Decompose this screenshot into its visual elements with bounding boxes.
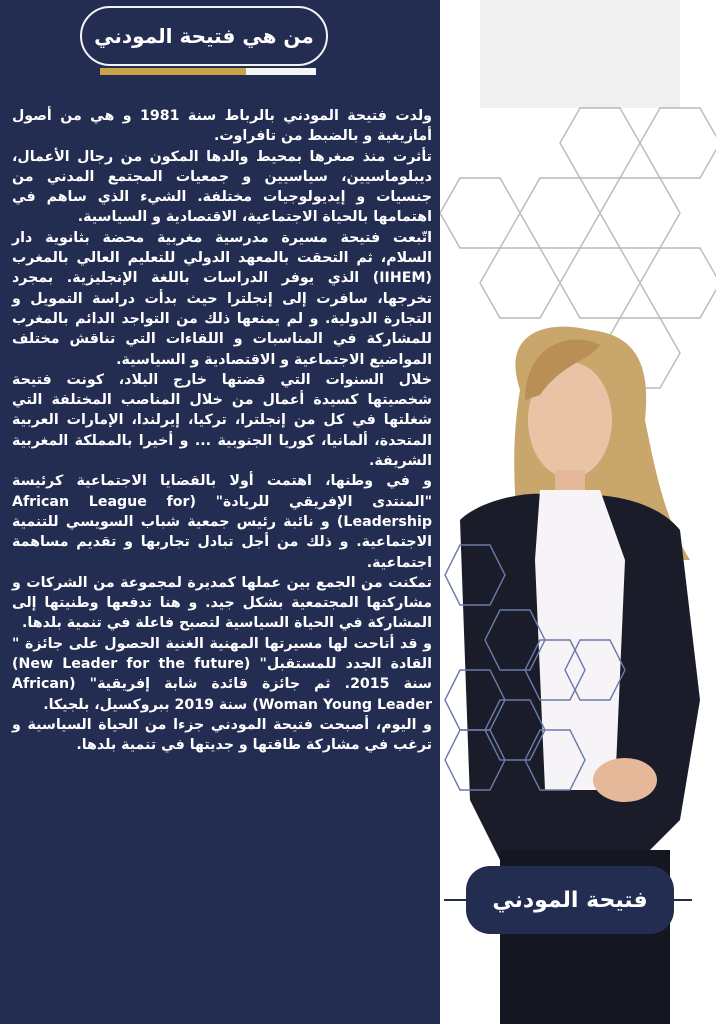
bio-paragraph-8: و اليوم، أصبحت فتيحة المودني جزءا من الحياة السياسية و ترغب في مشاركة طاقتها و جديتها في تنمية بلدها. (12, 716, 432, 754)
biography-text (12, 106, 432, 756)
bio-paragraph-5: و في وطنها، اهتمت أولا بالقضايا الاجتماعية كرئيسة "المنتدى الإفريقي للريادة" (African League for Leadership) و نائبة رئيس جمعية شباب السويسي للتنمية الاجتماعية. و ذلك من أجل تبادل تجاربها و تقديم مساهمة اجتماعية. (12, 473, 432, 571)
name-banner-line-left (444, 899, 468, 901)
bio-paragraph-4: خلال السنوات التي قضتها خارج البلاد، كونت فتيحة شخصيتها كسيدة أعمال من خلال المناصب المختلفة التي شغلتها في كل من إنجلترا، تركيا، إيرلندا، الإمارات العربية المتحدة، ألمانيا، كوريا الجنوبية ... و أخيرا بالمملكة المغربية الشريفة. (12, 371, 432, 470)
bio-paragraph-6: تمكنت من الجمع بين عملها كمديرة لمجموعة من الشركات و مشاركتها المجتمعية بشكل جيد. و هنا تدفعها وطنيتها إلى المشاركة في الحياة السياسية لتصبح فاعلة في تنمية بلدها. (12, 574, 432, 632)
name-banner (466, 866, 674, 934)
title-underline-white (246, 68, 316, 75)
bio-paragraph-3: اتّبعت فتيحة مسيرة مدرسية مغربية محضة بثانوية دار السلام، ثم التحقت بالمعهد الدولي للتعليم العالي بالمغرب (IIHEM) الذي يوفر الدراسات باللغة الإنجليزية. بمجرد تخرجها، سافرت إلى إنجلترا حيث بدأت دراسة التمويل و التجارة الدولية. و لم يمنعها ذلك من التواجد الدائم بالمغرب للمشاركة في المناسبات و اللقاءات التي تناقش مختلف المواضيع الاجتماعية و الاقتصادية و السياسية. (12, 229, 432, 368)
person-name: فتيحة المودني (492, 887, 648, 913)
page-title: من هي فتيحة المودني (94, 24, 314, 48)
name-banner-line-right (672, 899, 692, 901)
title-underline-gold (100, 68, 246, 75)
title-pill (80, 6, 328, 66)
bio-paragraph-1: ولدت فتيحة المودني بالرباط سنة 1981 و هي من أصول أمازيغية و بالضبط من تافراوت. (12, 108, 432, 145)
bio-paragraph-7: و قد أتاحت لها مسيرتها المهنية الغنية الحصول على جائزة " القادة الجدد للمستقبل" (New Leader for the future) سنة 2015. ثم جائزة قائدة شابة إفريقية" (African Woman Young Leader) سنة 2019 ببروكسيل، بلجيكا. (12, 635, 432, 713)
bio-paragraph-2: تأثرت منذ صغرها بمحيط والدها المكون من رجال الأعمال، ديبلوماسيين، سياسيين و جمعيات المجتمع المدني من جنسيات و إيديولوجيات مختلفة. الشيء الذي ساهم في اهتمامها بالحياة الاجتماعية، الاقتصادية و السياسية. (12, 148, 432, 226)
